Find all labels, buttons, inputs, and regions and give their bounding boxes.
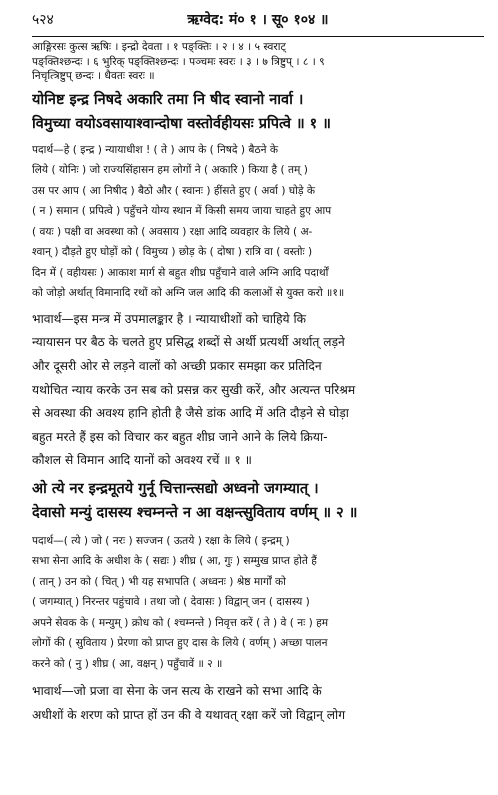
mantra-metadata (32, 40, 484, 84)
padartha-line: अपने सेवक के ( मन्युम् ) क्रोध को ( श्चम्नन्ते ) निवृत्त करें ( ते ) वे ( नः ) हम (32, 616, 329, 629)
padartha-line: ( जगम्यात् ) निरन्तर पहुंचावे । तथा जो ( देवासः ) विद्वान् जन ( दासस्य ) (32, 596, 310, 609)
bhavartha-1 (32, 308, 484, 473)
padartha-line: पदार्थ—( त्ये ) जो ( नरः ) सज्जन ( ऊतये ) रक्षा के लिये ( इन्द्रम् ) (32, 534, 290, 547)
padartha-1 (32, 140, 484, 304)
padartha-line: करने को ( नु ) शीघ्र ( आ, वक्षन् ) पहुँचावें ॥ २ ॥ (32, 657, 223, 670)
mantra-1 (32, 88, 484, 136)
padartha-line: ( वयः ) पक्षी वा अवस्था को ( अवसाय ) रक्षा आदि व्यवहार के लिये ( अ- (32, 225, 313, 238)
bhavartha-line: यथोचित न्याय करके उन सब को प्रसन्न कर सुखी करें, और अत्यन्त परिश्रम (32, 382, 356, 397)
padartha-line: ( तान् ) उन को ( चित् ) भी यह सभापति ( अध्वनः ) श्रेष्ठ मार्गों को (32, 575, 286, 588)
padartha-line: को जोड़ो अर्थात् विमानादि रथों को अग्नि जल आदि की कलाओं से युक्त करो ॥१॥ (32, 287, 345, 300)
metadata-line: आङ्गिरसः कुत्स ऋषिः । इन्द्रो देवता । १ पङ्क्तिः । २ । ४ । ५ स्वराट् (32, 41, 286, 53)
bhavartha-2 (32, 680, 484, 727)
bhavartha-line: अधीशों के शरण को प्राप्त हों उन की वे यथावत् रक्षा करें जो विद्वान् लोग (32, 708, 346, 723)
running-title: ऋग्वेद: मं० १ । सू० १०४ ॥ (187, 12, 329, 28)
padartha-line: श्वान् ) दौड़ते हुए घोड़ों को ( विमुच्य ) छोड़ के ( दोषा ) रात्रि वा ( वस्तोः ) (32, 246, 313, 259)
page-header (32, 8, 484, 34)
padartha-line: पदार्थ—हे ( इन्द्र ) न्यायाधीश ! ( ते ) आप के ( निषदे ) बैठने के (32, 143, 279, 156)
padartha-2 (32, 531, 484, 675)
mantra-line: विमुच्या वयोऽवसायाश्वान्दोषा वस्तोर्वहीयसः प्रपित्वे ॥ १ ॥ (32, 115, 331, 132)
padartha-line: लिये ( योनिः ) जो राज्यसिंहासन हम लोगों ने ( अकारि ) किया है ( तम् ) (32, 164, 308, 177)
bhavartha-line: भावार्थ—इस मन्त्र में उपमालङ्कार है । न्यायाधीशों को चाहिये कि (32, 311, 307, 326)
page-number: ५२४ (32, 12, 54, 28)
mantra-2 (32, 477, 484, 525)
mantra-line: योनिष्ट इन्द्र निषदे अकारि तमा नि षीद स्वानो नार्वा । (32, 91, 304, 108)
padartha-line: सभा सेना आदि के अधीश के ( सद्यः ) शीघ्र ( आ, गुः ) सम्मुख प्राप्त होते हैं (32, 555, 317, 568)
metadata-line: निचृत्त्रिष्टुप् छन्दः । धैवतः स्वरः ॥ (32, 70, 155, 83)
padartha-line: दिन में ( वहीयसः ) आकाश मार्ग से बहुत शीघ्र पहुँचाने वाले अग्नि आदि पदार्थों (32, 266, 329, 279)
bhavartha-line: भावार्थ—जो प्रजा वा सेना के जन सत्य के राखने को सभा आदि के (32, 684, 322, 699)
metadata-line: पङ्क्तिश्छन्दः । ६ भुरिक् पङ्क्तिश्छन्दः । पञ्चमः स्वरः । ३ । ७ त्रिष्टुप् । ८ । ९ (32, 55, 325, 68)
bhavartha-line: न्यायासन पर बैठ के चलते हुए प्रसिद्ध शब्दों से अर्थी प्रत्यर्थी अर्थात् लड़ने (32, 335, 345, 350)
bhavartha-line: बहुत मरते हैं इस को विचार कर बहुत शीघ्र जाने आने के लिये क्रिया- (32, 429, 328, 444)
header-rule (32, 36, 484, 37)
padartha-line: ( न ) समान ( प्रपित्वे ) पहुँचने योग्य स्थान में किसी समय जाया चाहते हुए आप (32, 205, 332, 218)
padartha-line: उस पर आप ( आ निषीद ) बैठो और ( स्वानः ) हींसते हुए ( अर्वा ) घोड़े के (32, 184, 315, 197)
padartha-line: लोगों की ( सुविताय ) प्रेरणा को प्राप्त हुए दास के लिये ( वर्णम् ) अच्छा पालन (32, 637, 328, 650)
bhavartha-line: और दूसरी ओर से लड़ने वालों को अच्छी प्रकार समझा कर प्रतिदिन (32, 358, 322, 373)
bhavartha-line: कौशल से विमान आदि यानों को अवश्य रचें ॥ १ ॥ (32, 453, 252, 468)
page-content (32, 40, 484, 728)
mantra-line: देवासो मन्युं दासस्य श्चम्नन्ते न आ वक्षन्त्सुविताय वर्णम् ॥ २ ॥ (32, 504, 358, 521)
bhavartha-line: से अवस्था की अवश्य हानि होती है जैसे डांक आदि में अति दौड़ने से घोड़ा (32, 406, 349, 421)
mantra-line: ओ त्ये नर इन्द्रमूतये गुर्नू चित्तान्त्सद्यो अध्वनो जगम्यात् । (32, 480, 319, 497)
